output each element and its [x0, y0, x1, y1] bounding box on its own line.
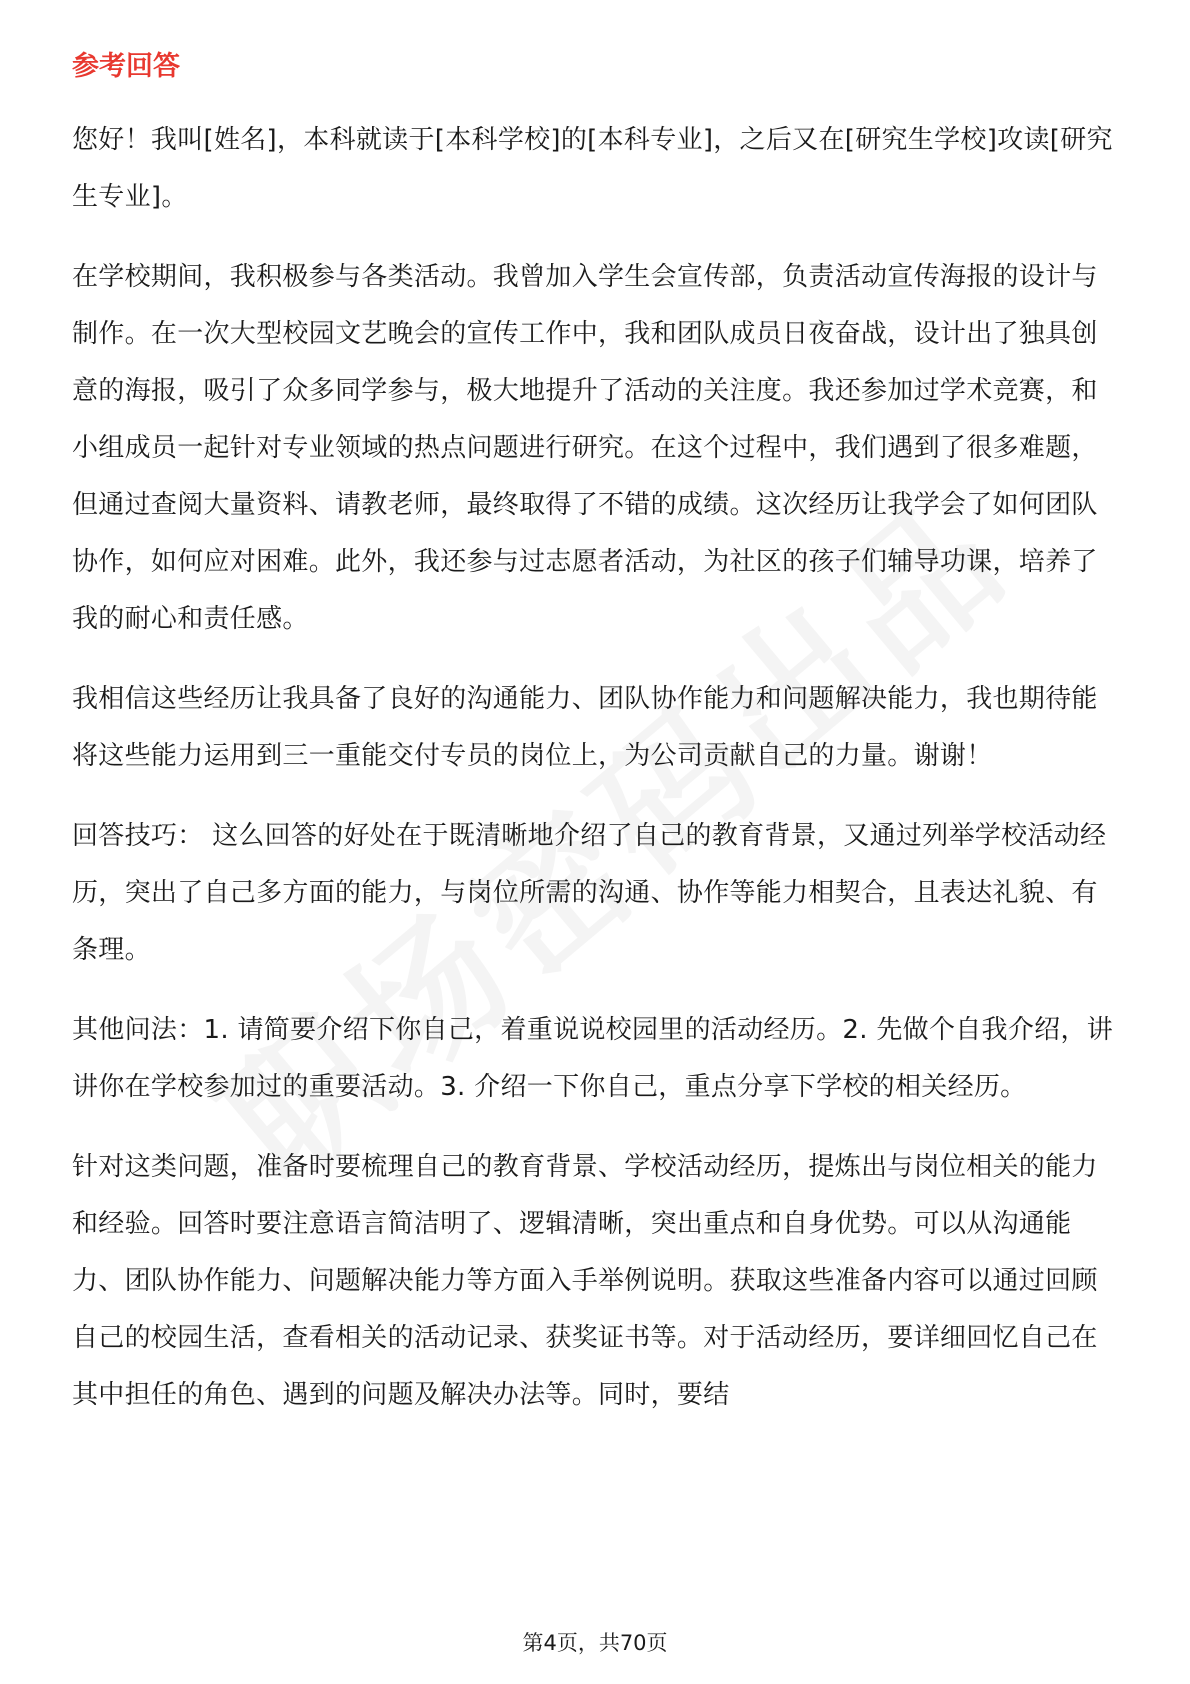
paragraph-experience: 在学校期间，我积极参与各类活动。我曾加入学生会宣传部，负责活动宣传海报的设计与制作。在一次大型校园文艺晚会的宣传工作中，我和团队成员日夜奋战，设计出了独具创意的海报，吸引了众多同学参与，极大地提升了活动的关注度。我还参加过学术竞赛，和小组成员一起针对专业领域的热点问题进行研究。在这个过程中，我们遇到了很多难题，但通过查阅大量资料、请教老师，最终取得了不错的成绩。这次经历让我学会了如何团队协作，如何应对困难。此外，我还参与过志愿者活动，为社区的孩子们辅导功课，培养了我的耐心和责任感。: [72, 262, 1098, 634]
paragraph-other-questions: 其他问法：1. 请简要介绍下你自己，着重说说校园里的活动经历。2. 先做个自我介绍，讲讲你在学校参加过的重要活动。3. 介绍一下你自己，重点分享下学校的相关经历。: [72, 1015, 1114, 1102]
paragraph-tips: 回答技巧： 这么回答的好处在于既清晰地介绍了自己的教育背景，又通过列举学校活动经历，突出了自己多方面的能力，与岗位所需的沟通、协作等能力相契合，且表达礼貌、有条理。: [72, 821, 1107, 965]
paragraph-preparation: 针对这类问题，准备时要梳理自己的教育背景、学校活动经历，提炼出与岗位相关的能力和经验。回答时要注意语言简洁明了、逻辑清晰，突出重点和自身优势。可以从沟通能力、团队协作能力、问题解决能力等方面入手举例说明。获取这些准备内容可以通过回顾自己的校园生活，查看相关的活动记录、获奖证书等。对于活动经历，要详细回忆自己在其中担任的角色、遇到的问题及解决办法等。同时，要结: [72, 1152, 1098, 1410]
page-number: 第4页，共70页: [522, 1631, 668, 1655]
paragraph-closing: 我相信这些经历让我具备了良好的沟通能力、团队协作能力和问题解决能力，我也期待能将这些能力运用到三一重能交付专员的岗位上，为公司贡献自己的力量。谢谢！: [72, 684, 1098, 771]
paragraph-intro: 您好！我叫[姓名]，本科就读于[本科学校]的[本科专业]，之后又在[研究生学校]攻读[研究生专业]。: [72, 125, 1113, 212]
document-body: [72, 48, 1122, 1447]
section-title: 参考回答: [72, 51, 180, 82]
